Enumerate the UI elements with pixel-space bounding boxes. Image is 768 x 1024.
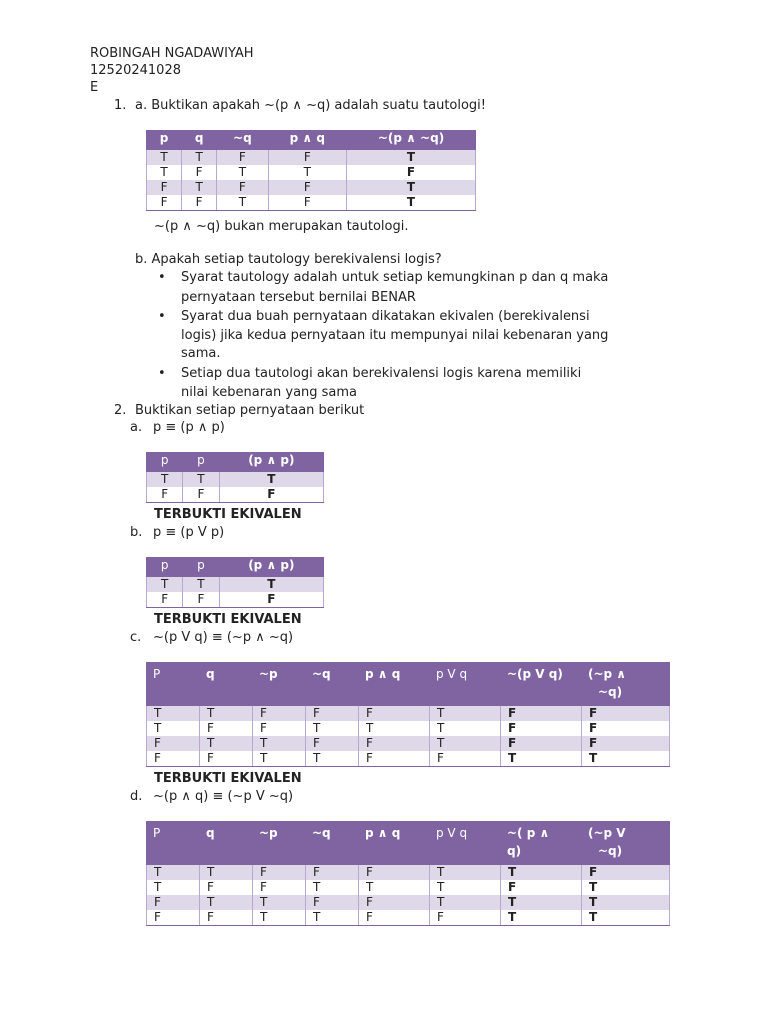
table-cell: T xyxy=(306,910,359,926)
table-header-row xyxy=(147,663,670,706)
table-header: p ∧ q xyxy=(359,822,430,865)
bullet-dot-icon: • xyxy=(158,366,166,381)
table-row xyxy=(147,910,670,926)
bullet-2-line-1: Syarat dua buah pernyataan dikatakan ekivalen (berekivalensi xyxy=(181,309,590,324)
q2-number: 2. xyxy=(114,403,127,418)
table-cell: T xyxy=(306,880,359,895)
table-header: p ∧ q xyxy=(268,131,346,150)
table-cell: T xyxy=(268,165,346,180)
table-header: q xyxy=(200,822,253,865)
q1-number: 1. xyxy=(114,98,127,113)
table-row xyxy=(147,865,670,881)
table-cell: F xyxy=(147,910,200,926)
q2c-label: c. xyxy=(130,630,142,645)
table-cell: T xyxy=(253,910,306,926)
table-cell: F xyxy=(347,165,476,180)
bullet-dot-icon: • xyxy=(158,309,166,324)
table-cell: F xyxy=(147,195,182,211)
table-cell: F xyxy=(501,721,582,736)
table-row xyxy=(147,736,670,751)
table-header: p xyxy=(183,453,219,472)
q2c-statement: ~(p V q) ≡ (~p ∧ ~q) xyxy=(153,630,294,645)
table-header-line: q) xyxy=(507,844,522,858)
table-cell: T xyxy=(306,721,359,736)
table-cell: F xyxy=(217,150,268,166)
table-row xyxy=(147,150,476,166)
table-header: ~q xyxy=(306,663,359,706)
table-cell: F xyxy=(147,487,183,503)
table-cell: T xyxy=(253,751,306,767)
q2a-label: a. xyxy=(130,420,143,435)
table-cell: T xyxy=(253,736,306,751)
table-cell: F xyxy=(268,195,346,211)
q2b-label: b. xyxy=(130,525,143,540)
q2b-truth-table xyxy=(146,557,324,608)
bullet-2-line-3: sama. xyxy=(181,346,221,361)
table-cell: T xyxy=(219,472,323,488)
table-cell: F xyxy=(359,706,430,722)
table-cell: T xyxy=(200,895,253,910)
table-cell: F xyxy=(182,165,217,180)
table-cell: T xyxy=(582,880,670,895)
table-header: q xyxy=(182,131,217,150)
table-header xyxy=(582,822,670,865)
table-header: p xyxy=(147,453,183,472)
table-cell: T xyxy=(347,180,476,195)
table-cell: F xyxy=(306,895,359,910)
table-row xyxy=(147,751,670,767)
table-cell: T xyxy=(147,880,200,895)
table-cell: F xyxy=(306,865,359,881)
q1b-text: b. Apakah setiap tautology berekivalensi logis? xyxy=(135,252,442,267)
table-header: ~p xyxy=(253,822,306,865)
table-cell: F xyxy=(359,895,430,910)
table-cell: T xyxy=(501,865,582,881)
table-cell: F xyxy=(200,721,253,736)
table-cell: T xyxy=(253,895,306,910)
table-header: ~q xyxy=(217,131,268,150)
table-cell: F xyxy=(200,751,253,767)
table-cell: F xyxy=(200,880,253,895)
table-cell: T xyxy=(147,150,182,166)
table-cell: T xyxy=(182,150,217,166)
table-header-line: (~p V xyxy=(588,826,626,840)
table-cell: T xyxy=(306,751,359,767)
table-cell: F xyxy=(306,706,359,722)
table-cell: F xyxy=(582,736,670,751)
table-header-line: ~( p ∧ xyxy=(507,826,550,840)
table-cell: T xyxy=(430,706,501,722)
table-cell: T xyxy=(219,577,323,593)
q2d-label: d. xyxy=(130,789,143,804)
table-cell: F xyxy=(253,880,306,895)
bullet-2-line-2: logis) jika kedua pernyataan itu mempunyai nilai kebenaran yang xyxy=(181,328,609,343)
table-cell: T xyxy=(347,195,476,211)
table-header: P xyxy=(147,822,200,865)
table-cell: F xyxy=(183,592,219,608)
table-cell: F xyxy=(582,865,670,881)
table-cell: F xyxy=(582,721,670,736)
table-header: p xyxy=(147,131,182,150)
table-cell: F xyxy=(147,751,200,767)
table-cell: F xyxy=(147,736,200,751)
table-header-row xyxy=(147,822,670,865)
table-header-line: ~q) xyxy=(598,685,623,699)
table-cell: T xyxy=(501,910,582,926)
table-cell: T xyxy=(501,751,582,767)
table-cell: T xyxy=(430,721,501,736)
table-cell: T xyxy=(217,165,268,180)
q2a-statement: p ≡ (p ∧ p) xyxy=(153,420,225,435)
table-cell: F xyxy=(147,895,200,910)
student-id: 12520241028 xyxy=(90,63,181,78)
table-header: p xyxy=(183,558,219,577)
q2c-truth-table xyxy=(146,662,670,767)
table-cell: F xyxy=(183,487,219,503)
table-header xyxy=(582,663,670,706)
table-header: p xyxy=(147,558,183,577)
q1-truth-table xyxy=(146,130,476,211)
table-cell: T xyxy=(147,706,200,722)
table-cell: F xyxy=(147,180,182,195)
table-cell: F xyxy=(430,751,501,767)
table-row xyxy=(147,577,324,593)
table-cell: F xyxy=(359,865,430,881)
table-cell: F xyxy=(306,736,359,751)
student-class: E xyxy=(90,80,99,95)
table-row xyxy=(147,895,670,910)
table-cell: F xyxy=(359,751,430,767)
table-cell: F xyxy=(268,150,346,166)
table-row xyxy=(147,706,670,722)
table-cell: T xyxy=(501,895,582,910)
q2b-result: TERBUKTI EKIVALEN xyxy=(154,612,302,627)
q2d-statement: ~(p ∧ q) ≡ (~p V ~q) xyxy=(153,789,294,804)
table-header xyxy=(501,822,582,865)
table-header: p V q xyxy=(430,663,501,706)
bullet-1-line-1: Syarat tautology adalah untuk setiap kemungkinan p dan q maka xyxy=(181,270,609,285)
table-cell: F xyxy=(147,592,183,608)
table-row xyxy=(147,180,476,195)
table-cell: T xyxy=(183,472,219,488)
table-cell: F xyxy=(501,706,582,722)
table-cell: T xyxy=(430,880,501,895)
table-cell: T xyxy=(200,706,253,722)
bullet-3-line-2: nilai kebenaran yang sama xyxy=(181,385,358,400)
table-cell: T xyxy=(147,472,183,488)
table-cell: F xyxy=(268,180,346,195)
table-cell: F xyxy=(430,910,501,926)
q2-text: Buktikan setiap pernyataan berikut xyxy=(135,403,365,418)
table-cell: T xyxy=(147,165,182,180)
table-cell: T xyxy=(217,195,268,211)
table-cell: T xyxy=(359,880,430,895)
table-cell: T xyxy=(347,150,476,166)
table-cell: F xyxy=(501,736,582,751)
table-header-row xyxy=(147,131,476,150)
table-cell: F xyxy=(253,721,306,736)
table-header-line: ~q) xyxy=(598,844,623,858)
table-cell: T xyxy=(147,865,200,881)
table-cell: T xyxy=(200,736,253,751)
table-cell: T xyxy=(430,736,501,751)
table-cell: F xyxy=(182,195,217,211)
q2c-result: TERBUKTI EKIVALEN xyxy=(154,771,302,786)
table-row xyxy=(147,880,670,895)
table-cell: F xyxy=(219,592,323,608)
table-header: P xyxy=(147,663,200,706)
q1-conclusion: ~(p ∧ ~q) bukan merupakan tautologi. xyxy=(154,219,409,234)
table-header: ~q xyxy=(306,822,359,865)
table-row xyxy=(147,165,476,180)
table-cell: T xyxy=(359,721,430,736)
q2b-statement: p ≡ (p V p) xyxy=(153,525,225,540)
table-header-row xyxy=(147,558,324,577)
q2a-truth-table xyxy=(146,452,324,503)
table-cell: T xyxy=(430,865,501,881)
table-header: ~p xyxy=(253,663,306,706)
bullet-3-line-1: Setiap dua tautologi akan berekivalensi logis karena memiliki xyxy=(181,366,582,381)
table-header: ~(p V q) xyxy=(501,663,582,706)
bullet-1-line-2: pernyataan tersebut bernilai BENAR xyxy=(181,290,416,305)
table-cell: T xyxy=(582,895,670,910)
table-cell: F xyxy=(501,880,582,895)
table-cell: T xyxy=(182,180,217,195)
table-cell: T xyxy=(582,751,670,767)
table-row xyxy=(147,195,476,211)
table-cell: F xyxy=(359,910,430,926)
table-cell: F xyxy=(253,706,306,722)
student-name: ROBINGAH NGADAWIYAH xyxy=(90,46,254,61)
table-cell: F xyxy=(253,865,306,881)
table-row xyxy=(147,592,324,608)
table-header: (p ∧ p) xyxy=(219,453,323,472)
table-cell: T xyxy=(200,865,253,881)
q1a-text: a. Buktikan apakah ~(p ∧ ~q) adalah suatu tautologi! xyxy=(135,98,487,113)
q2a-result: TERBUKTI EKIVALEN xyxy=(154,507,302,522)
table-row xyxy=(147,721,670,736)
table-cell: F xyxy=(359,736,430,751)
table-header: p V q xyxy=(430,822,501,865)
table-row xyxy=(147,472,324,488)
table-cell: F xyxy=(219,487,323,503)
q2d-truth-table xyxy=(146,821,670,926)
table-cell: T xyxy=(582,910,670,926)
table-row xyxy=(147,487,324,503)
table-cell: T xyxy=(430,895,501,910)
table-cell: T xyxy=(147,721,200,736)
table-header: (p ∧ p) xyxy=(219,558,323,577)
table-header: ~(p ∧ ~q) xyxy=(347,131,476,150)
table-cell: T xyxy=(147,577,183,593)
table-header-row xyxy=(147,453,324,472)
table-cell: F xyxy=(200,910,253,926)
bullet-dot-icon: • xyxy=(158,270,166,285)
table-header: p ∧ q xyxy=(359,663,430,706)
table-cell: F xyxy=(582,706,670,722)
table-cell: T xyxy=(183,577,219,593)
table-header: q xyxy=(200,663,253,706)
table-header-line: (~p ∧ xyxy=(588,667,627,681)
table-cell: F xyxy=(217,180,268,195)
